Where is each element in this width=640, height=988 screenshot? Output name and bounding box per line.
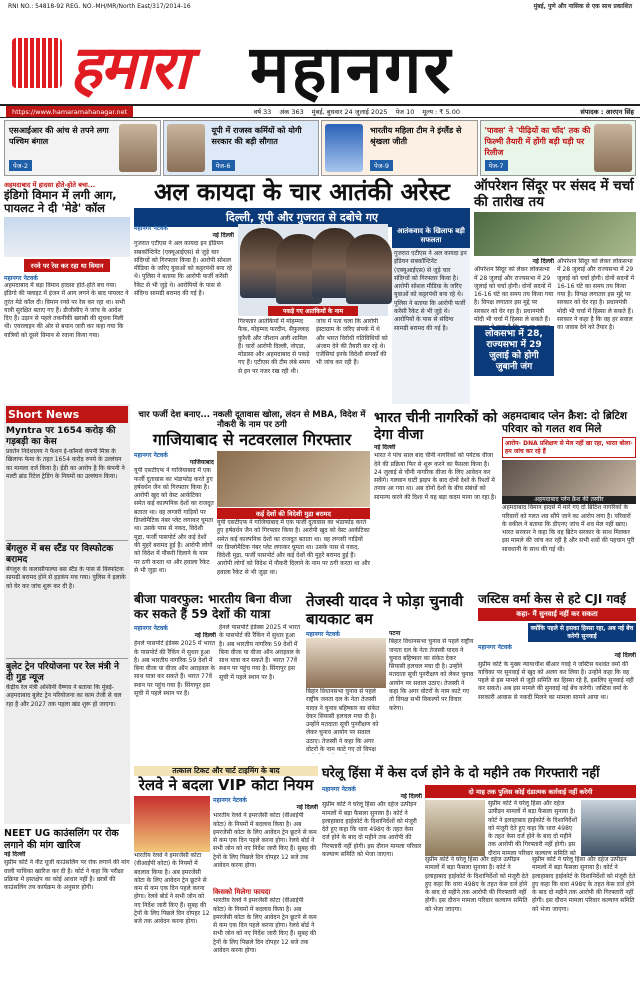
dateline: नई दिल्ली (532, 258, 554, 265)
domestic-body: सुप्रीम कोर्ट ने घरेलू हिंसा और दहेज उत्पीड़न मामलों में बड़ा फैसला सुनाया है। कोर्ट ने इलाहाबाद हाईकोर्ट के दिशानिर्देशों को मंजूरी देते हुए कहा कि धारा 498ए के तहत केस दर्ज होने के बाद दो महीने तक आरोपी की गिरफ्तारी नहीं होगी। इस दौरान मामला परिवार कल्याण समिति को भेजा जाएगा। (322, 801, 422, 859)
short-news-column (4, 404, 130, 824)
visa-headline: बीजा पावरफुल: भारतीय बिना वीजा कर सकते हैं 59 देशों की यात्रा (134, 592, 292, 621)
railway-body-3: भारतीय रेलवे ने इमरजेंसी कोटा (वीआईपी कोटा) के नियमों में बदलाव किया है। अब इमरजेंसी कोटा के लिए आवेदन ट्रेन छूटने से कम से कम एक दिन पहले करना होगा। रेलवे बोर्ड ने सभी जोन को नए निर्देश जारी किए हैं। सुबह की ट्रेनों के लिए पिछले दिन दोपहर 12 बजे तक आवेदन करना होगा। (213, 897, 317, 955)
domestic-story (322, 766, 636, 984)
china-headline: भारत चीनी नागरिकों को देगा वीजा (374, 410, 498, 443)
railway-story (134, 766, 318, 984)
logo-decoration (12, 38, 62, 88)
justice-story (478, 592, 636, 762)
sindoor-highlight: लोकसभा में 28, राज्यसभा में 29 जुलाई को होगी जुबानी जंग (474, 326, 554, 376)
railway-subhead: किसको मिलेगा फायदा (213, 888, 271, 897)
visa-body-2: हेनले पासपोर्ट इंडेक्स 2025 में भारत के पासपोर्ट की रैंकिंग में सुधार हुआ है। अब भारतीय नागरिक 59 देशों में बिना वीजा या वीजा ऑन अराइवल के साथ यात्रा कर सकते हैं। भारत 77वें स्थान पर पहुंच गया है। सिंगापुर इस सूची में पहले स्थान पर है। (219, 624, 301, 681)
domestic-body-4: सुप्रीम कोर्ट ने घरेलू हिंसा और दहेज उत्पीड़न मामलों में बड़ा फैसला सुनाया है। कोर्ट ने इलाहाबाद हाईकोर्ट के दिशानिर्देशों को मंजूरी देते हुए कहा कि धारा 498ए के तहत केस दर्ज होने के बाद दो महीने तक आरोपी की गिरफ्तारी नहीं होगी। इस दौरान मामला परिवार कल्याण समिति को भेजा जाएगा। (532, 856, 636, 913)
china-story (374, 410, 498, 588)
dateline: नई दिल्ली (400, 793, 422, 800)
suspect-photo (346, 234, 392, 304)
story-kicker: अहमदाबाद में हादसा होते-होते बचा... (4, 181, 96, 189)
promo-text: भारतीय महिला टीम ने इंग्लैंड से श्रृंखला जीती (370, 126, 462, 146)
dateline: गाजियाबाद (189, 459, 214, 466)
dateline: नई दिल्ली (374, 444, 396, 451)
sindoor-story (474, 178, 636, 408)
ahmedabad-headline: अहमदाबाद प्लेन क्रैश: दो ब्रिटिश परिवार को गलत शव मिले (502, 410, 628, 435)
dateline: नई दिल्ली (212, 232, 234, 239)
story-body: अहमदाबाद में बड़ा विमान हादसा होते-होते बच गया। इंडिगो की फ्लाइट में इंजन में आग लगने के बाद पायलट ने तुरंत मेडे कॉल दी। विमान रनवे पर रेस कर रहा था। सभी यात्री सुरक्षित बताए गए हैं। डीजीसीए ने जांच के आदेश दिए हैं। उड़ान से पहले तकनीकी खराबी की सूचना मिली थी। एयरलाइन की ओर से बयान जारी कर कहा गया कि यात्रियों को दूसरे विमान से रवाना किया गया। (4, 282, 129, 339)
promo-thumbnail (594, 124, 632, 172)
china-body: भारत ने पांच साल बाद चीनी नागरिकों को पर्यटक वीजा देने की प्रक्रिया फिर से शुरू करने का फैसला किया है। 24 जुलाई से चीनी नागरिक वीजा के लिए आवेदन कर सकेंगे। गलवान घाटी झड़प के बाद दोनों देशों के रिश्तों में तनाव आ गया था। अब दोनों देशों के बीच संबंधों को सामान्य करने की दिशा में यह बड़ा कदम माना जा रहा है। (374, 452, 497, 501)
ghaziabad-story (134, 410, 370, 588)
issue-number: अंक 363 (279, 108, 304, 116)
story-tag: रनवे पर रेस कर रहा था विमान (24, 259, 110, 272)
justice-callout: क्योंकि पहले से इसका हिस्सा रहा, अब नई बेंच करेगी सुनवाई (528, 623, 636, 642)
visa-story (134, 592, 302, 762)
justice-body: सुप्रीम कोर्ट के मुख्य न्यायाधीश बीआर गवई ने जस्टिस यशवंत वर्मा की याचिका पर सुनवाई से खुद को अलग कर लिया है। उन्होंने कहा कि वह पहले से इस मामले से जुड़ी समिति का हिस्सा रहे हैं, इसलिए सुनवाई नहीं कर सकते। अब इस मामले की सुनवाई नई बेंच करेगी। जस्टिस वर्मा के सरकारी आवास से नकदी मिलने का मामला सामने आया था। (478, 660, 634, 701)
neet-headline: NEET UG काउंसलिंग पर रोक लगाने की मांग खारिज (4, 828, 119, 851)
tejashwi-headline: तेजस्वी यादव ने फोड़ा चुनावी बायकाट बम (306, 592, 464, 628)
ghaziabad-photo (217, 451, 370, 507)
indigo-story (4, 180, 130, 402)
promo-text: 'पावस' ने 'पीढ़ियों का चाँद' तक की फिल्मी तैयारी में होंगी बड़ी घड़ी पर रिलीज (484, 126, 591, 157)
dateline: नई दिल्ली (296, 804, 318, 811)
domestic-headline: घरेलू हिंसा में केस दर्ज होने के दो महीने तक गिरफ्तारी नहीं (322, 766, 600, 781)
byline: महानगर नेटवर्क (134, 452, 168, 459)
dateline: नई दिल्ली (4, 851, 26, 858)
promo-item[interactable] (480, 120, 637, 176)
promo-page: पेज-2 (9, 160, 32, 171)
neet-body: सुप्रीम कोर्ट ने नीट यूजी काउंसलिंग पर रोक लगाने की मांग वाली याचिका खारिज कर दी है। कोर्ट ने कहा कि परीक्षा प्रक्रिया में हस्तक्षेप का कोई आधार नहीं है। छात्रों की काउंसलिंग तय कार्यक्रम के अनुसार होगी। (4, 859, 130, 892)
railway-headline: रेलवे ने बदला VIP कोटा नियम (138, 776, 314, 794)
promo-thumbnail (167, 124, 205, 172)
official-photo (581, 800, 636, 856)
lead-story (134, 178, 470, 408)
lead-body-2: गिरफ्तार आतंकियों में मोहम्मद फैक, मोहम्मद फरदीन, सैफुल्लाह कुरैशी और जीशान अली शामिल हैं। चारों आरोपी दिल्ली, नोएडा, मोडासा और अहमदाबाद से पकड़े गए हैं। एटीएस की टीम लंबे समय से इन पर नजर रख रही थी। (238, 318, 310, 375)
top-line (0, 0, 640, 14)
byline: महानगर नेटवर्क (322, 786, 356, 793)
promo-item[interactable] (321, 120, 478, 176)
domestic-body-3: सुप्रीम कोर्ट ने घरेलू हिंसा और दहेज उत्पीड़न मामलों में बड़ा फैसला सुनाया है। कोर्ट ने इलाहाबाद हाईकोर्ट के दिशानिर्देशों को मंजूरी देते हुए कहा कि धारा 498ए के तहत केस दर्ज होने के बाद दो महीने तक आरोपी की गिरफ्तारी नहीं होगी। इस दौरान मामला परिवार कल्याण समिति को भेजा जाएगा। (425, 856, 529, 913)
place-date: मुंबई, बुधवार 24 जुलाई 2025 (311, 108, 388, 116)
price: मूल्य : ₹ 5.00 (422, 108, 460, 116)
short-news-body: बेंगलुरु के कलासीपाल्या बस स्टैंड के पास से विस्फोटक सामग्री बरामद होने से हड़कंप मच गया। पुलिस ने इलाके को घेर कर जांच शुरू कर दी है। (6, 566, 126, 590)
short-news-headline: Myntra पर 1654 करोड़ की गड़बड़ी का केस (6, 426, 116, 447)
lead-sidebar (392, 224, 470, 408)
railway-kicker: तत्काल टिकट और चार्ट टाइमिंग के बाद (134, 766, 318, 776)
tejashwi-story (306, 592, 474, 762)
masthead (0, 14, 640, 108)
train-photo (134, 796, 210, 852)
ahmedabad-story (502, 410, 636, 588)
rni-number: RNI NO.: 54818-92 REG. NO.-MH/MR/North East/317/2014-16 (8, 3, 191, 10)
parliament-photo (474, 212, 636, 256)
promo-page: पेज-6 (212, 160, 235, 171)
visa-body: हेनले पासपोर्ट इंडेक्स 2025 में भारत के पासपोर्ट की रैंकिंग में सुधार हुआ है। अब भारतीय नागरिक 59 देशों में बिना वीजा या वीजा ऑन अराइवल के साथ यात्रा कर सकते हैं। भारत 77वें स्थान पर पहुंच गया है। सिंगापुर इस सूची में पहले स्थान पर है। (134, 640, 216, 698)
ghaziabad-callout: कई देशों की विदेशी मुद्रा बरामद (217, 508, 370, 519)
sindoor-headline: ऑपरेशन सिंदूर पर संसद में चर्चा की तारीख तय (474, 178, 634, 210)
ahmedabad-caption: अहमदाबाद प्लेन क्रैश की तस्वीर (502, 496, 636, 504)
justice-subheadline: कहा- मैं सुनवाई नहीं कर सकता (478, 608, 636, 621)
china-callout: आरोप- DNA प्रशिक्षण से मेल नहीं खा रहा, भारत बोला- हम जांच कर रहे हैं (502, 437, 636, 458)
short-news-body: केंद्रीय रेल मंत्री अश्विनी वैष्णव ने बताया कि मुंबई-अहमदाबाद बुलेट ट्रेन परियोजना का काम तेजी से चल रहा है और 2027 तक पहला खंड शुरू हो जाएगा। (6, 684, 122, 708)
tejashwi-photo (306, 638, 386, 688)
railway-body: भारतीय रेलवे ने इमरजेंसी कोटा (वीआईपी कोटा) के नियमों में बदलाव किया है। अब इमरजेंसी कोटा के लिए आवेदन ट्रेन छूटने से कम से कम एक दिन पहले करना होगा। रेलवे बोर्ड ने सभी जोन को नए निर्देश जारी किए हैं। सुबह की ट्रेनों के लिए पिछले दिन दोपहर 12 बजे तक आवेदन करना होगा। (134, 852, 210, 926)
tejashwi-body: बिहार विधानसभा चुनाव से पहले राष्ट्रीय जनता दल के नेता तेजस्वी यादव ने चुनाव बहिष्कार का संकेत देकर सियासी हलचल मचा दी है। उन्होंने मतदाता सूची पुनरीक्षण को लेकर चुनाव आयोग पर सवाल उठाए। तेजस्वी ने कहा कि अगर वोटरों के नाम काटे गए तो विपक्ष (306, 688, 380, 754)
divider (6, 540, 128, 541)
lead-headline: अल कायदा के चार आतंकी अरेस्ट (153, 178, 451, 206)
domestic-body-2: सुप्रीम कोर्ट ने घरेलू हिंसा और दहेज उत्पीड़न मामलों में बड़ा फैसला सुनाया है। कोर्ट ने इलाहाबाद हाईकोर्ट के दिशानिर्देशों को मंजूरी देते हुए कहा कि धारा 498ए के तहत केस दर्ज होने के बाद दो महीने तक आरोपी की गिरफ्तारी नहीं होगी। इस दौरान मामला परिवार कल्याण समिति को (488, 800, 578, 856)
byline: महानगर नेटवर्क (306, 631, 340, 638)
suspects-photos (238, 224, 388, 316)
lead-body-3: जांच में पता चला कि आरोपी इंस्टाग्राम के जरिए संपर्क में थे और भारत विरोधी गतिविधियों को अंजाम देने की तैयारी कर रहे थे। एजेंसियां इनके विदेशी संपर्कों की भी जांच कर रही हैं। (316, 318, 388, 367)
sindoor-body-2: ऑपरेशन सिंदूर को लेकर लोकसभा में 28 जुलाई और राज्यसभा में 29 जुलाई को चर्चा होगी। दोनों सदनों में 16-16 घंटे का समय तय किया गया है। विपक्ष लगातार इस मुद्दे पर सरकार को घेर रहा है। प्रधानमंत्री मोदी भी चर्चा में हिस्सा ले सकते हैं। सरकार ने कहा है कि वह हर सवाल का जवाब देने को तैयार है। (557, 258, 635, 332)
plane-photo (4, 217, 130, 257)
divider (6, 658, 128, 659)
story-headline: इंडिगो विमान में लगी आग, पायलट ने दी 'मेडे' कॉल (4, 188, 117, 215)
ghaziabad-body: यूपी एसटीएफ ने गाजियाबाद में एक फर्जी दूतावास का भंडाफोड़ करते हुए हर्षवर्धन जैन को गिरफ्तार किया है। आरोपी खुद को वेस्ट आर्कटिका समेत कई काल्पनिक देशों का राजदूत बताता था। वह लग्जरी गाड़ियों पर डिप्लोमैटिक नंबर प्लेट लगाकर घूमता था। उसके पास से नकद, विदेशी मुद्रा, फर्जी पासपोर्ट और कई देशों की मुहरें बरामद हुई हैं। आरोपी लोगों को विदेश में नौकरी दिलाने के नाम पर ठगी करता था और हवाला रैकेट से भी जुड़ा था। (134, 467, 214, 574)
sindoor-body: ऑपरेशन सिंदूर को लेकर लोकसभा में 28 जुलाई और राज्यसभा में 29 जुलाई को चर्चा होगी। दोनों सदनों में 16-16 घंटे का समय तय किया गया है। विपक्ष लगातार इस मुद्दे पर सरकार को घेर रहा है। प्रधानमंत्री मोदी भी चर्चा में हिस्सा ले सकते हैं। (474, 266, 554, 324)
ghaziabad-kicker: चार फर्जी देश बनाए... नकली दूतावास खोला, लंदन से MBA, विदेश में नौकरी के नाम पर ठगी (138, 410, 366, 430)
dateline: नई दिल्ली (614, 652, 636, 660)
ghaziabad-body-2: यूपी एसटीएफ ने गाजियाबाद में एक फर्जी दूतावास का भंडाफोड़ करते हुए हर्षवर्धन जैन को गिरफ्तार किया है। आरोपी खुद को वेस्ट आर्कटिका समेत कई काल्पनिक देशों का राजदूत बताता था। वह लग्जरी गाड़ियों पर डिप्लोमैटिक नंबर प्लेट लगाकर घूमता था। उसके पास से नकद, विदेशी मुद्रा, फर्जी पासपोर्ट और कई देशों की मुहरें बरामद हुई हैं। आरोपी लोगों को विदेश में नौकरी दिलाने के नाम पर ठगी करता था और हवाला रैकेट से भी जुड़ा था। (217, 519, 370, 576)
railway-body-2: भारतीय रेलवे ने इमरजेंसी कोटा (वीआईपी कोटा) के नियमों में बदलाव किया है। अब इमरजेंसी कोटा के लिए आवेदन ट्रेन छूटने से कम से कम एक दिन पहले करना होगा। रेलवे बोर्ड ने सभी जोन को नए निर्देश जारी किए हैं। सुबह की ट्रेनों के लिए पिछले दिन दोपहर 12 बजे तक आवेदन करना होगा। (213, 812, 317, 870)
sidebar-body: गुजरात एटीएस ने अल कायदा इन इंडियन सबकॉन्टिनेंट (एक्यूआईएस) से जुड़े चार संदिग्धों को गिरफ्तार किया है। आरोपी सोशल मीडिया के जरिए युवाओं को कट्टरपंथी बना रहे थे। पुलिस ने बताया कि आरोपी फर्जी करेंसी रैकेट से भी जुड़े थे। आरोपियों के पास से संदिग्ध सामग्री बरामद की गई है। (392, 248, 470, 404)
ahmedabad-body: अहमदाबाद विमान हादसे में मारे गए दो ब्रिटिश नागरिकों के परिवारों को गलत शव सौंपे जाने का आरोप लगा है। परिवारों के वकील ने बताया कि डीएनए जांच में शव मेल नहीं खाए। भारत सरकार ने कहा कि वह ब्रिटेन सरकार के साथ मिलकर इस मामले की जांच कर रही है और सभी शवों की पहचान पूरी सावधानी के साथ की गई थी। (502, 504, 635, 553)
promo-text: एसआईआर की आंच से तपने लगा पश्चिम बंगाल (9, 126, 109, 146)
promo-item[interactable] (4, 120, 161, 176)
byline: महानगर नेटवर्क (134, 225, 168, 232)
domestic-callout: दो माह तक पुलिस कोई दंडात्मक कार्रवाई नहीं करेगी (425, 785, 636, 798)
editor-name: संपादक : आरएन सिंह (580, 108, 634, 116)
crash-photo (502, 460, 636, 496)
ghaziabad-headline: गाजियाबाद से नटवरलाल गिरफ्तार (152, 430, 352, 449)
dateline: नई दिल्ली (194, 632, 216, 639)
tejashwi-body-2: बिहार विधानसभा चुनाव से पहले राष्ट्रीय जनता दल के नेता तेजस्वी यादव ने चुनाव बहिष्कार का संकेत देकर सियासी हलचल मचा दी है। उन्होंने मतदाता सूची पुनरीक्षण को लेकर चुनाव आयोग पर सवाल उठाए। तेजस्वी ने कहा कि अगर वोटरों के नाम काटे गए तो विपक्ष सभी विकल्पों पर विचार करेगा। (389, 638, 474, 712)
masthead-logo-part1: हमारा (70, 33, 188, 103)
lead-body-1: गुजरात एटीएस ने अल कायदा इन इंडियन सबकॉन्टिनेंट (एक्यूआईएस) से जुड़े चार संदिग्धों को गिरफ्तार किया है। आरोपी सोशल मीडिया के जरिए युवाओं को कट्टरपंथी बना रहे थे। पुलिस ने बताया कि आरोपी फर्जी करेंसी रैकेट से भी जुड़े थे। आरोपियों के पास से संदिग्ध सामग्री बरामद की गई है। (134, 240, 233, 298)
short-news-title: Short News (6, 406, 128, 423)
promo-thumbnail (325, 124, 363, 172)
lead-subheadline: दिल्ली, यूपी और गुजरात से दबोचे गए (134, 208, 470, 227)
publication-tagline: मुंबई, पुणे और नासिक से एक साथ प्रकाशित (533, 3, 632, 10)
court-photo (425, 800, 485, 856)
promo-item[interactable] (163, 120, 320, 176)
promo-thumbnail (119, 124, 157, 172)
photo-caption: पकड़े गए आतंकियों के नाम (268, 306, 358, 316)
byline: महानगर नेटवर्क (4, 275, 38, 282)
website-url[interactable]: https://www.hamaramahanagar.net (6, 106, 133, 117)
promo-text: यूपी में राजस्व कर्मियों को योगी सरकार की बड़ी सौगात (211, 126, 302, 146)
dateline: पटना (389, 630, 401, 637)
sidebar-title: आतंकवाद के खिलाफ बड़ी सफलता (392, 224, 470, 248)
byline: महानगर नेटवर्क (134, 625, 168, 632)
lead-col-1 (134, 224, 234, 408)
issue-info-bar (0, 104, 640, 118)
short-news-headline: बुलेट ट्रेन परियोजना पर रेल मंत्री ने दी गुड न्यूज (6, 662, 120, 683)
promo-page: पेज-7 (485, 160, 508, 171)
year: वर्ष 33 (253, 108, 272, 116)
byline: महानगर नेटवर्क (213, 797, 247, 804)
promo-strip (0, 120, 640, 176)
neet-story (4, 828, 130, 984)
justice-headline: जस्टिस वर्मा केस से हटे CJI गवई (478, 592, 626, 606)
byline: महानगर नेटवर्क (478, 644, 512, 651)
masthead-logo-part2: महानगर (250, 31, 453, 108)
promo-page: पेज-9 (370, 160, 393, 171)
page-count: पेज 10 (395, 108, 415, 116)
short-news-headline: बेंगलुरु में बस स्टैंड पर विस्फोटक बरामद (6, 544, 114, 565)
short-news-body: प्रवर्तन निदेशालय ने फैशन ई-कॉमर्स कंपनी मिंत्रा के खिलाफ फेमा के तहत 1654 करोड़ रुपये के उल्लंघन का मामला दर्ज किया है। ईडी का आरोप है कि कंपनी ने मल्टी ब्रांड रिटेल ट्रेडिंग के नियमों का उल्लंघन किया। (6, 448, 125, 480)
